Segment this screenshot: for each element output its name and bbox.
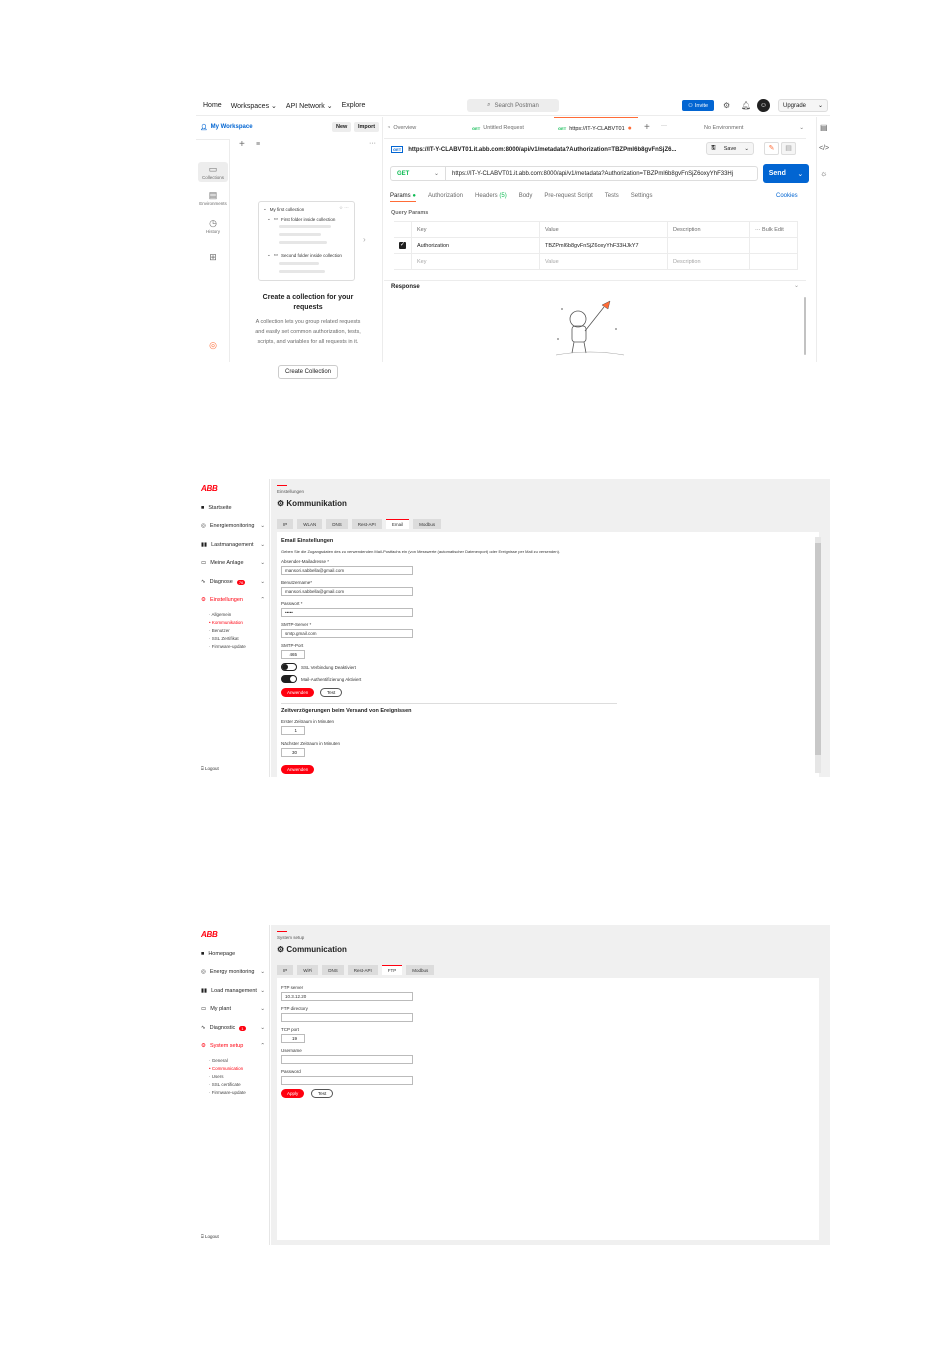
tab-active-request[interactable]	[554, 117, 638, 139]
sidebar-item-energiemonitoring[interactable]	[201, 523, 267, 529]
plant-icon: ▭	[201, 1006, 207, 1012]
sidebar-item-label: Lastmanagement	[211, 542, 254, 548]
logout-button[interactable]	[201, 766, 219, 771]
gear-icon: ⚙	[201, 597, 206, 603]
chevron-down-icon: ⌄	[271, 102, 277, 110]
tab-label: Untitled Request	[483, 125, 524, 131]
chevron-down-icon: ⌄	[260, 988, 265, 994]
column-header-description: Description	[668, 222, 750, 238]
bootcamp-icon: ◎	[209, 340, 217, 350]
url-bar	[390, 166, 758, 181]
plus-icon[interactable]: +	[239, 139, 245, 150]
sidebar-item-homepage[interactable]	[201, 951, 267, 957]
http-icon: GET	[393, 147, 402, 152]
sidebar-item-environments[interactable]	[198, 190, 228, 206]
tcp-port-stepper[interactable]: 19	[281, 1034, 305, 1043]
response-heading[interactable]: Response	[391, 284, 420, 290]
subitem-label: Communication	[211, 1066, 244, 1071]
chevron-down-icon: ⌄	[817, 103, 823, 109]
tab-settings[interactable]: Settings	[630, 193, 653, 199]
send-button[interactable]	[763, 164, 809, 183]
tab-label: Headers	[475, 193, 498, 199]
search-icon: ⌕	[487, 102, 491, 108]
subitem-communication[interactable]: • Communication	[209, 1066, 244, 1071]
sidebar-item-label: System setup	[209, 1043, 244, 1049]
divider	[384, 280, 806, 281]
sidebar-item-collections[interactable]	[198, 162, 228, 182]
chevron-down-icon: ⌄	[263, 206, 267, 211]
subitem-kommunikation[interactable]: • Kommunikation	[209, 620, 243, 625]
tab-ftp[interactable]: FTP	[382, 965, 403, 975]
subitem-benutzer[interactable]: · Benutzer	[209, 628, 230, 633]
energy-icon: ◎	[201, 523, 206, 529]
tab-wlan[interactable]: WLAN	[297, 519, 322, 529]
sidebar-item-label: Diagnostic	[209, 1025, 236, 1031]
abb-content	[271, 479, 830, 777]
star-icon: ☆ ···	[339, 205, 349, 210]
table-cell	[750, 238, 798, 254]
smtp-port-label: SMTP-Port	[281, 643, 304, 648]
mail-auth-toggle[interactable]	[281, 675, 297, 683]
next-period-stepper[interactable]: 30	[281, 748, 305, 757]
tab-label: https://IT-Y-CLABVT01	[569, 125, 625, 132]
tcp-port-label: TCP port	[281, 1027, 299, 1032]
load-icon: ▮▮	[201, 542, 208, 548]
param-key[interactable]: Authorization	[412, 238, 540, 254]
bulk-edit-link[interactable]: ··· Bulk Edit	[750, 222, 798, 238]
sidebar-item-diagnostic[interactable]	[201, 1025, 267, 1031]
illus-root-label: My first collection	[269, 206, 305, 212]
subitem-label: Users	[211, 1074, 224, 1079]
sidebar-item-label: Einstellungen	[209, 597, 243, 603]
sidebar-rail	[196, 139, 230, 362]
chevron-down-icon: ⌄	[260, 969, 265, 975]
table-cell[interactable]	[394, 238, 412, 254]
abb-settings-english	[196, 925, 830, 1245]
subitem-ssl-certificate[interactable]: · SSL certificate	[209, 1082, 241, 1087]
tab-headers[interactable]	[475, 193, 507, 202]
params-table	[394, 221, 798, 270]
bulk-edit-label: Bulk Edit	[762, 226, 784, 233]
breadcrumb[interactable]: System setup	[277, 935, 305, 940]
test-button[interactable]: Test	[311, 1089, 333, 1098]
logout-button[interactable]	[201, 1234, 219, 1239]
table-header-row	[394, 222, 798, 238]
pulse-icon: ∿	[201, 1025, 206, 1031]
page-title-label: Communication	[286, 945, 347, 954]
chevron-down-icon[interactable]: ⌄	[794, 283, 800, 289]
request-title-label: https://IT-Y-CLABVT01.it.abb.com:8000/api/v1/metadata?Authorization=TBZPml6b8gvFnSjZ6...	[408, 146, 677, 153]
illus-folder-2-label: Second folder inside collection	[281, 252, 342, 258]
subitem-firmware-update[interactable]: · Firmware-update	[209, 644, 246, 649]
tab-ip[interactable]: IP	[277, 965, 293, 975]
collection-illustration	[258, 201, 355, 281]
username-label: Username	[281, 1048, 302, 1053]
nav-home[interactable]: Home	[203, 101, 222, 109]
illus-folder-2	[267, 252, 342, 258]
create-collection-description: A collection lets you group related requests and easily set common authorization, tests, scripts, and variables for all requests in it.	[255, 319, 361, 345]
illus-folder-1-label: First folder inside collection	[281, 216, 336, 222]
subitem-allgemein[interactable]: · Allgemein	[209, 612, 232, 617]
tab-overview[interactable]	[387, 117, 416, 139]
password-input[interactable]	[281, 1076, 413, 1085]
filter-icon[interactable]: ≡	[256, 141, 261, 148]
edit-icon[interactable]: ✎	[764, 142, 779, 155]
column-header-value: Value	[540, 222, 668, 238]
param-description[interactable]	[668, 238, 750, 254]
abb-settings-german	[196, 479, 830, 777]
illus-folder-1	[267, 216, 335, 222]
sidebar-item-system-setup[interactable]	[201, 1043, 267, 1049]
page-title-label: Kommunikation	[286, 499, 347, 508]
invite-button[interactable]	[682, 100, 714, 111]
unsaved-dot-icon: ●	[627, 125, 632, 132]
lightbulb-icon[interactable]: ☼	[820, 169, 828, 178]
import-button[interactable]: Import	[354, 122, 379, 132]
smtp-server-label: SMTP-Server *	[281, 622, 312, 627]
send-label: Send	[768, 170, 786, 177]
sender-email-label: Absender-Mailadresse *	[281, 559, 330, 564]
mail-auth-toggle-label: Mail-Authentifizierung Aktiviert	[301, 677, 362, 682]
scrollbar-thumb[interactable]	[815, 543, 821, 755]
nav-api-network[interactable]	[286, 102, 333, 110]
pulse-icon: ∿	[201, 579, 206, 585]
chevron-down-icon: ⌄	[267, 252, 271, 257]
diagnostic-badge: 76	[238, 579, 244, 585]
subitem-label: General	[211, 1058, 228, 1063]
chevron-down-icon: ⌄	[260, 579, 265, 585]
tab-tests[interactable]: Tests	[604, 193, 619, 199]
method-label: GET	[397, 170, 410, 177]
chevron-down-icon: ⌄	[797, 170, 804, 178]
subitem-label: SSL certificate	[211, 1082, 241, 1087]
chevron-up-icon: ⌃	[260, 1043, 265, 1049]
headers-count: (5)	[499, 193, 507, 199]
apply-button[interactable]: Anwenden	[281, 688, 314, 697]
section-heading: Zeitverzögerungen beim Versand von Ereignissen	[281, 708, 412, 714]
nav-workspaces-label: Workspaces	[230, 102, 270, 110]
ftp-directory-label: FTP directory	[281, 1006, 308, 1011]
request-tabs	[384, 117, 806, 139]
sender-email-input[interactable]: mansori.sabbella@gmail.com	[281, 566, 413, 575]
documentation-icon[interactable]: ▤	[820, 123, 828, 132]
tab-params[interactable]	[390, 193, 416, 202]
tab-dns[interactable]: DNS	[326, 519, 348, 529]
right-sidebar	[816, 117, 830, 362]
collections-icon: ▭	[208, 164, 218, 174]
username-input[interactable]: mansori.sabbella@gmail.com	[281, 587, 413, 596]
ssl-toggle-label: SSL Verbindung Deaktiviert	[301, 665, 356, 670]
environment-select[interactable]	[704, 117, 804, 139]
ssl-toggle[interactable]	[281, 663, 297, 671]
chevron-down-icon: ⌄	[267, 216, 271, 221]
vertical-scrollbar[interactable]	[804, 297, 806, 355]
chevron-down-icon: ⌄	[433, 171, 439, 177]
sidebar-item-history[interactable]	[198, 218, 228, 234]
chevron-down-icon: ⌄	[260, 1006, 265, 1012]
chevron-down-icon: ⌄	[260, 1025, 265, 1031]
tab-body[interactable]: Body	[518, 193, 533, 199]
illus-root	[263, 206, 304, 212]
tab-rest-api[interactable]: Rest-API	[348, 965, 378, 975]
subitem-firmware-update[interactable]: · Firmware-update	[209, 1090, 246, 1095]
tab-label: Params	[390, 193, 411, 199]
sidebar-item-my-plant[interactable]	[201, 1006, 267, 1012]
ftp-server-label: FTP server	[281, 985, 304, 990]
param-value[interactable]: TBZPml6b8gvFnSjZ6oxyYhF33HJkY7	[540, 238, 668, 254]
comments-icon[interactable]: ▤	[781, 142, 796, 155]
folder-icon: ▭	[273, 216, 279, 221]
apply-button-2[interactable]: Anwenden	[281, 765, 314, 774]
abb-logo: ABB	[201, 484, 218, 493]
chevron-down-icon: ⌄	[260, 523, 265, 529]
sidebar-item-label: History	[205, 229, 220, 234]
search-placeholder: Search Postman	[494, 102, 539, 109]
password-input[interactable]: •••••	[281, 608, 413, 617]
apply-button[interactable]: Apply	[281, 1089, 304, 1098]
section-heading: Email Einstellungen	[281, 538, 334, 544]
tab-bar	[277, 519, 441, 529]
home-icon: ■	[201, 951, 205, 957]
cookies-link[interactable]: Cookies	[776, 193, 798, 199]
logout-icon: ⍈	[201, 1234, 204, 1239]
sidebar-item-load-management[interactable]	[201, 988, 267, 994]
subitem-label: Firmware-update	[211, 1090, 246, 1095]
gear-icon: ⚙	[277, 499, 285, 508]
apps-icon: ⊞	[209, 252, 217, 262]
ftp-directory-input[interactable]	[281, 1013, 413, 1022]
tab-label: Overview	[393, 125, 417, 131]
subitem-ssl-zertifikat[interactable]: · SSL Zertifikat	[209, 636, 239, 641]
chevron-down-icon: ⌄	[260, 542, 265, 548]
sidebar-item-label: Meine Anlage	[210, 560, 244, 566]
password-label: Password	[281, 1069, 301, 1074]
sidebar-item-startseite[interactable]	[201, 505, 267, 511]
url-input[interactable]: https://IT-Y-CLABVT01.it.abb.com:8000/api/v1/metadata?Authorization=TBZPml6b8gvFnSjZ6oxyYhF33Hj	[452, 170, 734, 177]
first-period-stepper[interactable]: 1	[281, 726, 305, 735]
logout-label: Logout	[204, 766, 219, 771]
save-label: Save	[723, 145, 737, 152]
username-input[interactable]	[281, 1055, 413, 1064]
first-period-label: Erster Zeitraum in Minuten	[281, 719, 335, 724]
sidebar-item-energy-monitoring[interactable]	[201, 969, 267, 975]
create-collection-button[interactable]: Create Collection	[278, 365, 338, 379]
new-button[interactable]: New	[332, 122, 351, 132]
table-row	[394, 254, 798, 270]
sidebar-item-label: Collections	[201, 175, 224, 180]
sidebar-item-label: Energiemonitoring	[209, 523, 255, 529]
upgrade-label: Upgrade	[783, 102, 807, 109]
param-key-placeholder[interactable]: Key	[412, 254, 540, 270]
logout-label: Logout	[204, 1234, 219, 1239]
method-badge: GET	[558, 126, 567, 131]
tab-bar	[277, 965, 434, 975]
add-user-icon: ⚇	[687, 102, 693, 109]
logout-icon: ⍈	[201, 766, 204, 771]
subitem-label: SSL Zertifikat	[211, 636, 239, 641]
table-cell	[394, 222, 412, 238]
tab-rest-api[interactable]: Rest-API	[352, 519, 382, 529]
more-tabs-icon[interactable]: ···	[661, 123, 667, 129]
abb-sidebar	[196, 925, 270, 1245]
invite-label: Invite	[694, 102, 709, 109]
save-button[interactable]	[706, 142, 754, 155]
ftp-server-input[interactable]: 10.3.12.20	[281, 992, 413, 1001]
upgrade-button[interactable]	[778, 99, 828, 112]
load-icon: ▮▮	[201, 988, 208, 994]
checkbox-checked-icon[interactable]: ✓	[399, 242, 406, 248]
gear-icon: ⚙	[201, 1043, 206, 1049]
gear-icon[interactable]: ⚙	[723, 101, 731, 110]
accent-line	[277, 931, 287, 932]
chevron-up-icon: ⌃	[260, 597, 265, 603]
sidebar-item-diagnose[interactable]	[201, 579, 267, 585]
chevron-down-icon: ⌄	[326, 102, 333, 110]
email-settings-panel	[277, 532, 819, 777]
request-subtabs	[390, 193, 806, 202]
request-title[interactable]	[391, 146, 676, 153]
param-description-placeholder[interactable]: Description	[668, 254, 750, 270]
table-cell	[394, 254, 412, 270]
astronaut-illustration	[552, 299, 628, 359]
sidebar-item-label: Homepage	[208, 951, 236, 957]
subitem-general[interactable]: · General	[209, 1058, 228, 1063]
method-select[interactable]	[391, 167, 446, 180]
breadcrumb[interactable]: Einstellungen	[277, 489, 305, 494]
abb-sidebar	[196, 479, 270, 777]
request-editor	[384, 117, 830, 362]
sidebar	[196, 117, 383, 375]
tab-modbus[interactable]: Modbus	[413, 519, 441, 529]
tab-untitled-request[interactable]	[472, 117, 524, 139]
tab-wifi[interactable]: WiFi	[297, 965, 318, 975]
method-badge: GET	[472, 125, 481, 131]
new-tab-plus-icon[interactable]: +	[644, 122, 650, 133]
sidebar-item-label: My plant	[210, 1006, 231, 1012]
page-title	[277, 945, 347, 954]
plant-icon: ▭	[201, 560, 207, 566]
user-icon: 👤︎	[200, 125, 208, 131]
column-header-key: Key	[412, 222, 540, 238]
environments-icon: ▤	[208, 190, 218, 200]
section-description: Geben Sie die Zugangsdaten des zu verwendenden Mail-Postfachs ein (von Messwerte (automatischer Datenexport) oder Ereignisse per Mail zu versenden).	[281, 549, 561, 554]
subitem-label: Firmware-update	[211, 644, 246, 649]
chevron-down-icon: ⌄	[260, 560, 265, 566]
abb-content	[271, 925, 830, 1245]
chevron-right-icon: ›	[363, 235, 366, 244]
sidebar-item-label: Startseite	[208, 505, 232, 511]
energy-icon: ◎	[201, 969, 206, 975]
top-bar	[196, 96, 830, 116]
tab-prerequest-script[interactable]: Pre-request Script	[544, 193, 593, 199]
tab-dns[interactable]: DNS	[322, 965, 344, 975]
divider	[281, 703, 617, 704]
search-input[interactable]	[467, 99, 559, 112]
next-period-label: Nächster Zeitraum in Minuten	[281, 741, 341, 746]
chevron-down-icon: ⌄	[744, 145, 749, 152]
postman-window	[196, 96, 830, 375]
overview-icon: ◔	[387, 125, 391, 131]
tab-email[interactable]: Email	[386, 519, 409, 529]
page-title	[277, 499, 347, 508]
nav-api-network-label: API Network	[285, 102, 325, 110]
home-icon: ■	[201, 505, 205, 511]
accent-line	[277, 485, 287, 486]
ftp-settings-panel	[277, 978, 819, 1240]
tab-modbus[interactable]: Modbus	[406, 965, 434, 975]
chevron-down-icon: ⌄	[799, 125, 804, 131]
sidebar-item-einstellungen[interactable]	[201, 597, 267, 603]
smtp-port-stepper[interactable]: 465	[281, 650, 305, 659]
nav-workspaces[interactable]	[231, 102, 277, 110]
query-params-heading: Query Params	[391, 210, 429, 216]
create-collection-title: Create a collection for your requests	[262, 294, 354, 311]
tab-authorization[interactable]: Authorization	[427, 193, 463, 199]
subitem-label: Benutzer	[211, 628, 230, 633]
param-value-placeholder[interactable]: Value	[540, 254, 668, 270]
table-row	[394, 238, 798, 254]
abb-logo: ABB	[201, 930, 218, 939]
save-icon: 🖫	[711, 145, 716, 151]
smtp-server-input[interactable]: smtp.gmail.com	[281, 629, 413, 638]
sidebar-item-label: Energy monitoring	[209, 969, 255, 975]
sidebar-item-lastmanagement[interactable]	[201, 542, 267, 548]
nav-explore[interactable]: Explore	[341, 101, 366, 109]
subitem-users[interactable]: · Users	[209, 1074, 224, 1079]
history-icon: ◷	[209, 218, 217, 228]
workspace-name[interactable]	[200, 124, 253, 131]
environment-label: No Environment	[704, 125, 744, 131]
sidebar-item-bootcamp[interactable]	[198, 340, 228, 351]
subitem-label: Kommunikation	[211, 620, 243, 625]
username-label: Benutzername*	[281, 580, 313, 585]
code-icon[interactable]: </>	[819, 145, 830, 152]
subitem-label: Allgemein	[211, 612, 232, 617]
sidebar-item-label: Load management	[211, 988, 257, 994]
table-cell	[750, 254, 798, 270]
sidebar-item-label: Diagnose	[209, 579, 233, 585]
tab-ip[interactable]: IP	[277, 519, 293, 529]
password-label: Passwort *	[281, 601, 303, 606]
bell-icon[interactable]: 🔔︎	[741, 101, 752, 110]
avatar[interactable]: ☺	[757, 99, 770, 112]
vertical-scrollbar[interactable]	[815, 537, 821, 773]
more-icon[interactable]: ···	[369, 140, 376, 147]
gear-icon: ⚙	[277, 945, 285, 954]
diagnostic-badge: 1	[241, 1025, 244, 1031]
test-button[interactable]: Test	[320, 688, 342, 697]
sidebar-item-label: Environments	[199, 201, 227, 206]
sidebar-item-meine-anlage[interactable]	[201, 560, 267, 566]
active-dot-icon: ●	[412, 193, 416, 199]
sidebar-item-apps[interactable]	[198, 252, 228, 263]
workspace-label: My Workspace	[210, 124, 253, 130]
folder-icon: ▭	[273, 252, 279, 257]
